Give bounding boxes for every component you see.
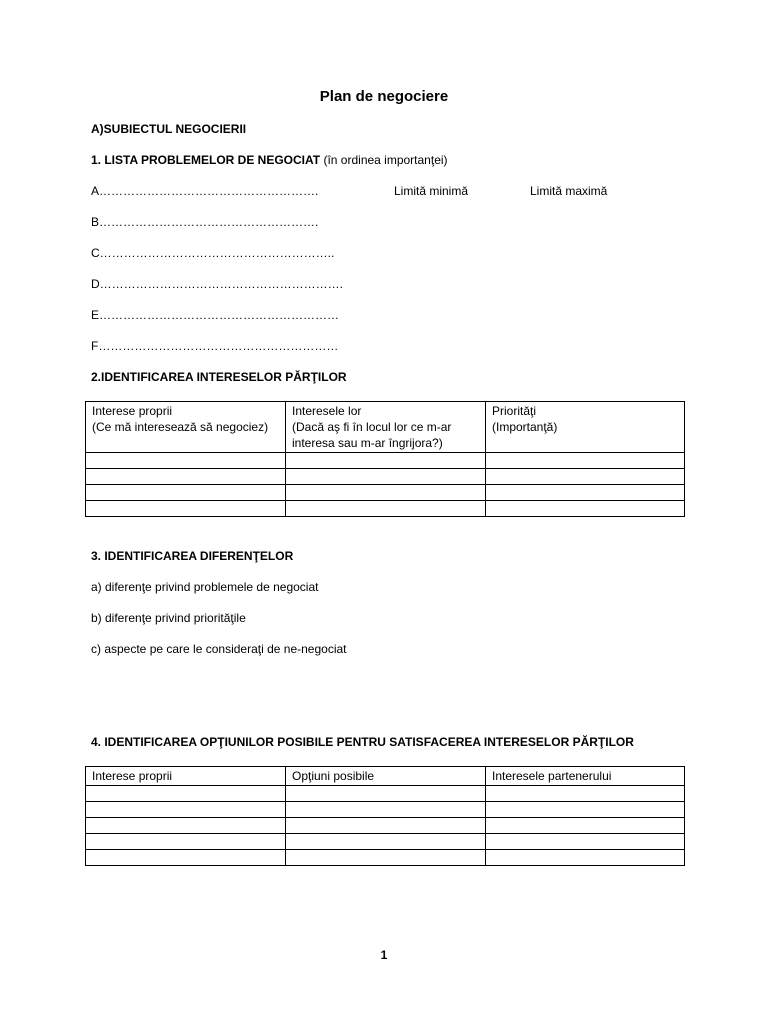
table-cell[interactable]	[86, 786, 286, 802]
table-cell[interactable]	[486, 802, 685, 818]
page-number: 1	[380, 948, 388, 962]
difference-a: a) diferenţe privind problemele de negociat	[91, 580, 319, 594]
options-col-own: Interese proprii	[86, 767, 286, 786]
table-cell[interactable]	[86, 850, 286, 866]
table-row	[86, 469, 685, 485]
table-cell[interactable]	[486, 786, 685, 802]
table-cell[interactable]	[486, 453, 685, 469]
table-cell[interactable]	[286, 850, 486, 866]
section-4-heading: 4. IDENTIFICAREA OPŢIUNILOR POSIBILE PENTRU SATISFACEREA INTERESELOR PĂRŢILOR	[91, 735, 634, 749]
table-cell[interactable]	[486, 818, 685, 834]
col-priorities-subtitle: (Importanţă)	[492, 420, 558, 434]
table-cell[interactable]	[286, 818, 486, 834]
section-1-heading: 1. LISTA PROBLEMELOR DE NEGOCIAT	[91, 153, 321, 167]
table-cell[interactable]	[286, 501, 486, 517]
table-row	[86, 834, 685, 850]
problem-line-c: C…………………………………………………..	[91, 246, 335, 260]
table-cell[interactable]	[486, 485, 685, 501]
table-row	[86, 850, 685, 866]
table-cell[interactable]	[286, 834, 486, 850]
table-cell[interactable]	[86, 818, 286, 834]
problem-line-b: B……………………………………………….	[91, 215, 319, 229]
col-theirs-subtitle-1: (Dacă aş fi în locul lor ce m-ar	[292, 420, 452, 434]
interests-col-priorities	[486, 402, 685, 453]
interests-col-own	[86, 402, 286, 453]
problem-line-e: E……………………………………………………	[91, 308, 340, 322]
table-cell[interactable]	[86, 453, 286, 469]
table-cell[interactable]	[86, 485, 286, 501]
table-cell[interactable]	[486, 834, 685, 850]
table-cell[interactable]	[86, 802, 286, 818]
interests-table-header	[86, 402, 685, 453]
table-row	[86, 453, 685, 469]
section-2-heading: 2.IDENTIFICAREA INTERESELOR PĂRŢILOR	[91, 370, 347, 384]
table-cell[interactable]	[286, 469, 486, 485]
difference-c: c) aspecte pe care le consideraţi de ne-negociat	[91, 642, 347, 656]
col-own-subtitle: (Ce mă interesează să negociez)	[92, 420, 269, 434]
page-title: Plan de negociere	[319, 88, 449, 105]
options-table-header	[86, 767, 685, 786]
col-theirs-title: Interesele lor	[292, 404, 362, 418]
table-cell[interactable]	[286, 485, 486, 501]
options-col-options: Opţiuni posibile	[286, 767, 486, 786]
limit-max-label: Limită maximă	[530, 184, 608, 198]
table-row	[86, 485, 685, 501]
table-cell[interactable]	[486, 501, 685, 517]
col-theirs-subtitle-2: interesa sau m-ar îngrijora?)	[292, 436, 443, 450]
section-3-heading: 3. IDENTIFICAREA DIFERENŢELOR	[91, 549, 294, 563]
difference-b: b) diferenţe privind priorităţile	[91, 611, 246, 625]
section-1-note: (în ordinea importanţei)	[323, 153, 448, 167]
interests-table	[85, 401, 685, 517]
table-cell[interactable]	[486, 850, 685, 866]
table-cell[interactable]	[86, 469, 286, 485]
table-cell[interactable]	[86, 501, 286, 517]
table-cell[interactable]	[286, 453, 486, 469]
interests-col-theirs	[286, 402, 486, 453]
col-own-title: Interese proprii	[92, 404, 173, 418]
table-cell[interactable]	[86, 834, 286, 850]
section-1-heading-row	[91, 153, 448, 167]
table-row	[86, 786, 685, 802]
options-col-partner: Interesele partenerului	[486, 767, 685, 786]
table-row	[86, 501, 685, 517]
table-row	[86, 802, 685, 818]
table-cell[interactable]	[286, 786, 486, 802]
problem-line-d: D…………………………………………………….	[91, 277, 343, 291]
col-priorities-title: Priorităţi	[492, 404, 537, 418]
problem-line-f: F……………………………………………………	[91, 339, 339, 353]
table-cell[interactable]	[486, 469, 685, 485]
section-a-heading: A)SUBIECTUL NEGOCIERII	[91, 122, 247, 136]
table-cell[interactable]	[286, 802, 486, 818]
table-row	[86, 818, 685, 834]
limit-min-label: Limită minimă	[394, 184, 469, 198]
problem-line-a: A……………………………………………….	[91, 184, 319, 198]
options-table	[85, 766, 685, 866]
